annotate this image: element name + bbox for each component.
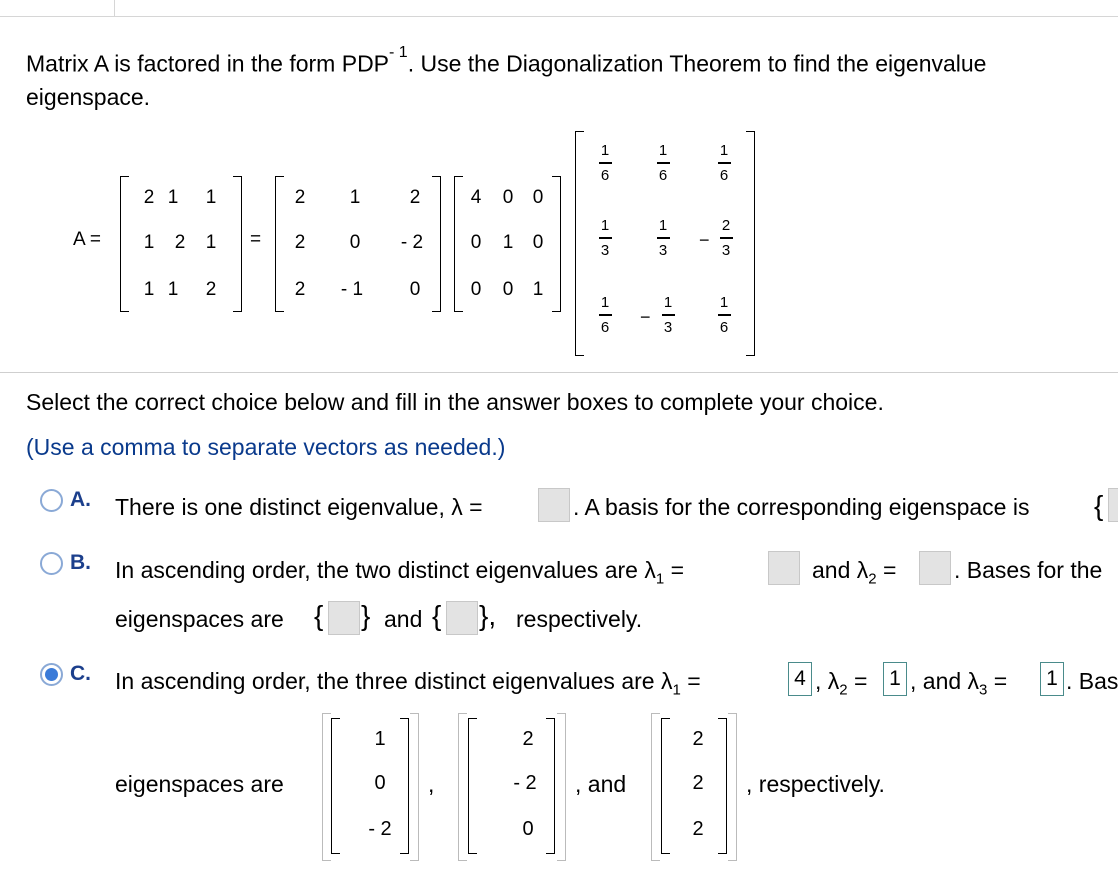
matrix-p-cell: 2 (409, 187, 421, 208)
brace: { (314, 600, 324, 631)
hint-text: (Use a comma to separate vectors as needed.) (26, 434, 506, 460)
choice-c-respectively: , respectively. (746, 771, 885, 797)
vector2-outer-right-bracket (557, 713, 566, 861)
vector1-outer-right-bracket (410, 713, 419, 861)
choice-a-text2: . A basis for the corresponding eigenspace is (573, 494, 1030, 520)
matrix-p-cell: 0 (409, 279, 421, 300)
matrix-pinv-cell: 1 6 (709, 294, 739, 336)
matrix-pinv-cell: 1 6 (590, 142, 620, 184)
top-divider (0, 16, 1118, 17)
separator: , and (575, 771, 627, 797)
matrix-pinv-cell: 1 3 (590, 217, 620, 259)
matrix-d-cell: 0 (532, 232, 544, 253)
choice-c-lambda3-value[interactable]: 1 (1040, 662, 1064, 696)
choice-c-text: In ascending order, the three distinct eigenvalues are $\lambda_1$ = (115, 668, 701, 699)
choice-b-basis1-input[interactable] (328, 601, 360, 635)
brace: } (361, 600, 371, 631)
brace: { (432, 600, 442, 631)
matrix-p-cell: 1 (349, 187, 361, 208)
matrix-pinv-cell: 1 6 (709, 142, 739, 184)
matrix-pinv-cell: 1 6 (590, 294, 620, 336)
choice-b-lambda2-input[interactable] (919, 551, 951, 585)
equals-sign: = (250, 229, 262, 250)
vector1-left-bracket (331, 718, 340, 854)
choice-b-lambda1-input[interactable] (768, 551, 800, 585)
matrix-d-left-bracket (454, 176, 463, 312)
vector1-entry: 0 (374, 772, 386, 794)
matrix-a-cell: 2 (143, 187, 155, 208)
matrix-d-right-bracket (552, 176, 561, 312)
matrix-p-cell: 0 (349, 232, 361, 253)
matrix-pinv-cell: 1 3 (653, 294, 683, 336)
matrix-d-cell: 1 (502, 232, 514, 253)
vector2-left-bracket (468, 718, 477, 854)
brace: { (1094, 490, 1104, 521)
choice-c-line2: eigenspaces are (115, 771, 284, 797)
section-divider (0, 372, 1118, 373)
matrix-a-left-bracket (120, 176, 129, 312)
matrix-a-cell: 2 (174, 232, 186, 253)
matrix-a-cell: 1 (205, 232, 217, 253)
matrix-d-cell: 0 (502, 187, 514, 208)
choice-b-and2: and (384, 606, 423, 632)
choice-c-radio[interactable] (40, 663, 63, 686)
question-suffix: . Use the Diagonalization Theorem to find the eigenvalue (407, 50, 987, 77)
choice-b-and: and $\lambda_2$ = (812, 557, 897, 588)
choice-b-basis2-input[interactable] (446, 601, 478, 635)
vector3-entry: 2 (692, 818, 704, 840)
matrix-d-cell: 4 (470, 187, 482, 208)
matrix-p-cell: 2 (294, 279, 306, 300)
vector1-entry: 1 (374, 728, 386, 750)
vector3-left-bracket (661, 718, 670, 854)
matrix-a-cell: 1 (167, 187, 179, 208)
matrix-p-cell: - 2 (400, 232, 424, 253)
matrix-a-cell: 1 (167, 279, 179, 300)
choice-a-text: There is one distinct eigenvalue, λ = (115, 494, 483, 520)
choice-c-comma1: , $\lambda_2$ = (815, 668, 868, 699)
matrix-p-cell: 2 (294, 232, 306, 253)
vector2-outer-left-bracket (458, 713, 467, 861)
choice-a-basis-input[interactable] (1108, 488, 1118, 522)
separator: , (428, 771, 435, 797)
matrix-a-cell: 1 (143, 279, 155, 300)
minus-sign: − (699, 230, 710, 250)
question-line2: eigenspace. (26, 84, 151, 110)
choice-c-label: C. (70, 662, 91, 685)
vector2-entry: 0 (522, 818, 534, 840)
inverse-superscript: - 1 (389, 44, 408, 61)
matrix-a-cell: 2 (205, 279, 217, 300)
matrix-d-cell: 0 (470, 232, 482, 253)
brace: }, (479, 600, 497, 631)
choice-b-line2: eigenspaces are (115, 606, 284, 632)
choice-c-text2: . Bas (1066, 668, 1118, 694)
matrix-d-cell: 0 (470, 279, 482, 300)
matrix-pinv-left-bracket (575, 131, 584, 356)
vector1-entry: - 2 (368, 818, 392, 840)
matrix-pinv-right-bracket (746, 131, 755, 356)
vector3-outer-right-bracket (728, 713, 737, 861)
matrix-d-cell: 1 (532, 279, 544, 300)
vector3-entry: 2 (692, 728, 704, 750)
matrix-pinv-cell: 1 6 (648, 142, 678, 184)
matrix-pinv-cell: 2 3 (711, 217, 741, 259)
vector2-entry: - 2 (513, 772, 537, 794)
choice-b-label: B. (70, 551, 91, 574)
choice-b-text2: . Bases for the (954, 557, 1103, 583)
matrix-p-right-bracket (432, 176, 441, 312)
choice-b-text: In ascending order, the two distinct eigenvalues are $\lambda_1$ = (115, 557, 684, 588)
choice-a-radio[interactable] (40, 489, 63, 512)
matrix-a-cell: 1 (143, 232, 155, 253)
matrix-p-cell: 2 (294, 187, 306, 208)
a-equals: A = (73, 229, 101, 250)
choice-b-respectively: respectively. (516, 606, 643, 632)
matrix-p-cell: - 1 (340, 279, 364, 300)
vector3-outer-left-bracket (651, 713, 660, 861)
minus-sign: − (640, 307, 651, 327)
choice-a-label: A. (70, 488, 91, 511)
matrix-a-right-bracket (233, 176, 242, 312)
instructions-text: Select the correct choice below and fill in the answer boxes to complete your choice. (26, 389, 884, 415)
matrix-d-cell: 0 (532, 187, 544, 208)
matrix-pinv-cell: 1 3 (648, 217, 678, 259)
choice-c-comma2: , and $\lambda_3$ = (910, 668, 1008, 699)
choice-c-lambda1-value[interactable]: 4 (788, 662, 812, 696)
vector3-entry: 2 (692, 772, 704, 794)
vector3-right-bracket (718, 718, 727, 854)
choice-b-radio[interactable] (40, 552, 63, 575)
matrix-p-left-bracket (275, 176, 284, 312)
matrix-d-cell: 0 (502, 279, 514, 300)
top-tick (114, 0, 115, 16)
vector2-entry: 2 (522, 728, 534, 750)
question-line1 (26, 44, 987, 78)
matrix-a-cell: 1 (205, 187, 217, 208)
vector1-outer-left-bracket (322, 713, 331, 861)
choice-a-eigenvalue-input[interactable] (538, 488, 570, 522)
question-prefix: Matrix A is factored in the form PDP (26, 50, 390, 77)
choice-c-lambda2-value[interactable]: 1 (883, 662, 907, 696)
